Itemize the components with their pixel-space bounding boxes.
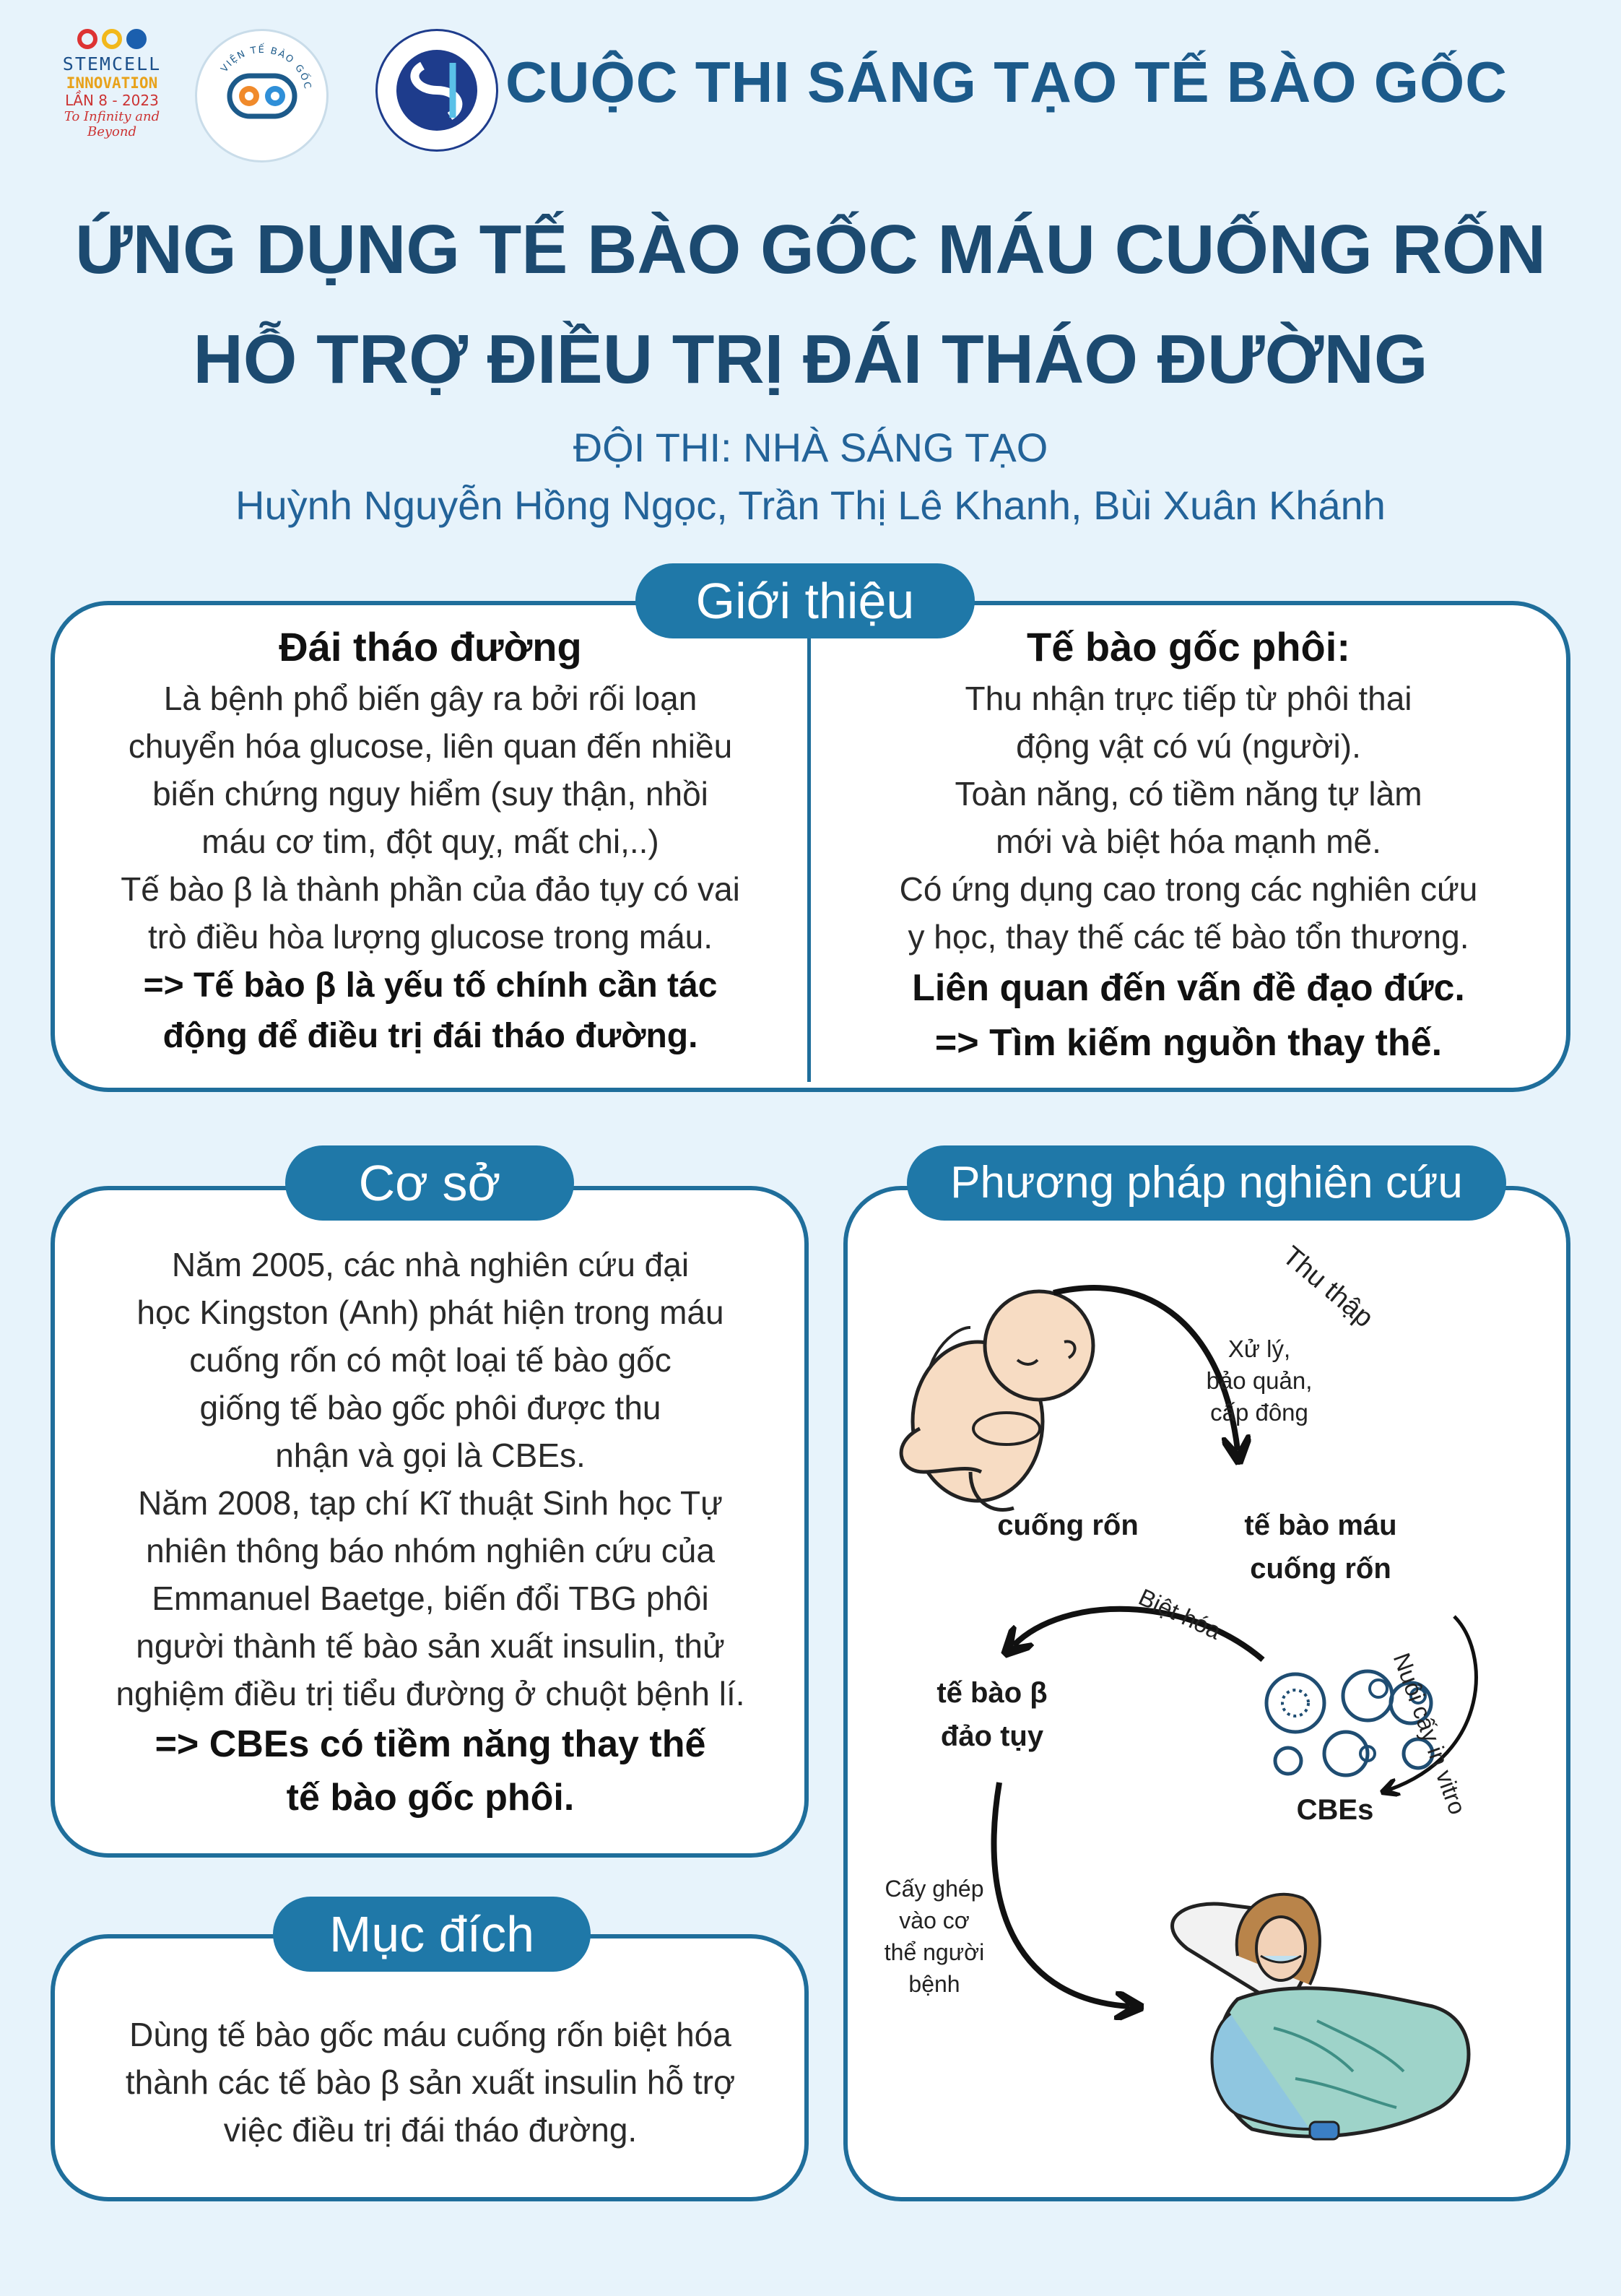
basis-line: nhận và gọi là CBEs. [275,1437,586,1474]
culture-label: Nuôi cấy in vitro [1388,1649,1472,1819]
intro-right-line: y học, thay thế các tế bào tổn thương. [908,918,1469,956]
diabetes-heading: Đái tháo đường [279,624,582,670]
processing-label [1180,1333,1339,1429]
processing-line: cấp đông [1210,1399,1308,1426]
method-section-label: Phương pháp nghiên cứu [907,1145,1506,1221]
intro-left-line: Là bệnh phổ biến gây ra bởi rối loạn [163,680,697,717]
purpose-line: Dùng tế bào gốc máu cuống rốn biệt hóa [129,2016,731,2053]
purpose-card [51,1934,809,2201]
intro-right-column [820,620,1557,1070]
intro-right-line: động vật có vú (người). [1016,727,1361,765]
intro-left-line: Tế bào β là thành phần của đảo tụy có vai [121,870,740,908]
intro-left-line: máu cơ tim, đột quỵ, mất chi,..) [201,823,659,860]
basis-line: giống tế bào gốc phôi được thu [199,1389,661,1426]
institute-emblem-icon [197,31,326,160]
fetus-icon [901,1291,1093,1510]
intro-left-conclusion: => Tế bào β là yếu tố chính cần tác [143,966,718,1005]
esc-heading: Tế bào gốc phôi: [1027,624,1350,670]
team-label: ĐỘI THI: NHÀ SÁNG TẠO [573,425,1048,470]
purpose-line: việc điều trị đái tháo đường. [223,2111,638,2149]
basis-conclusion: tế bào gốc phôi. [286,1777,575,1819]
patient-in-bed-icon [1173,1894,1469,2139]
basis-card [51,1186,809,1858]
institute-name-text: VIỆN TẾ BÀO GỐC [219,44,313,92]
transplant-arrow [994,1782,1130,2006]
intro-left-line: chuyển hóa glucose, liên quan đến nhiều [128,727,733,765]
team-info [29,419,1592,534]
basis-line: học Kingston (Anh) phát hiện trong máu [136,1294,724,1331]
intro-right-line: Toàn năng, có tiềm năng tự làm [955,775,1422,813]
method-card [843,1186,1570,2201]
basis-line: Emmanuel Baetge, biến đổi TBG phôi [152,1580,709,1617]
intro-left-column [62,620,799,1062]
intro-divider [807,620,811,1082]
processing-line: Xử lý, [1227,1335,1291,1362]
ring-icon [77,29,97,49]
team-members: Huỳnh Nguyễn Hồng Ngọc, Trần Thị Lê Khanh, Bùi Xuân Khánh [235,482,1386,528]
logo-innovation-text: INNOVATION [66,74,158,92]
intro-section-label: Giới thiệu [635,563,975,638]
transplant-line: thể người [884,1939,985,1965]
collect-label: Thu thập [1277,1240,1379,1334]
stem-cell-institute-logo [195,29,329,163]
intro-left-conclusion: động để điều trị đái tháo đường. [162,1017,698,1055]
node-line: cuống rốn [1250,1553,1391,1585]
intro-right-conclusion: => Tìm kiếm nguồn thay thế. [934,1022,1443,1064]
stemcell-innovation-logo [43,29,181,144]
intro-right-line: mới và biệt hóa mạnh mẽ. [996,823,1381,860]
beta-cells-node [905,1671,1079,1758]
purpose-line: thành các tế bào β sản xuất insulin hỗ trợ [125,2063,736,2101]
intro-right-line: Có ứng dụng cao trong các nghiên cứu [899,870,1478,908]
basis-conclusion: => CBEs có tiềm năng thay thế [155,1723,706,1765]
intro-left-line: trò điều hòa lượng glucose trong máu. [147,918,713,956]
basis-content [69,1241,791,1824]
basis-section-label: Cơ sở [285,1145,574,1221]
node-line: đảo tụy [940,1720,1044,1752]
logo-stemcell-text: STEMCELL [62,53,162,74]
intro-right-line: Thu nhận trực tiếp từ phôi thai [965,680,1412,717]
intro-card [51,601,1570,1092]
basis-line: nghiệm điều trị tiểu đường ở chuột bệnh lí. [116,1675,745,1712]
sk-emblem-icon [378,31,496,150]
basis-line: người thành tế bào sản xuất insulin, thử [136,1627,725,1665]
processing-line: bảo quản, [1206,1367,1313,1394]
intro-right-conclusion: Liên quan đến vấn đề đạo đức. [912,967,1465,1009]
umbilical-cord-node: cuống rốn [997,1509,1139,1541]
cord-blood-cells-node [1201,1504,1440,1590]
title-line-2: HỖ TRỢ ĐIỀU TRỊ ĐÁI THÁO ĐƯỜNG [193,321,1428,398]
basis-line: Năm 2008, tạp chí Kĩ thuật Sinh học Tự [138,1484,723,1522]
intro-left-line: biến chứng nguy hiểm (suy thận, nhồi [152,775,708,813]
purpose-content [69,2011,791,2154]
basis-line: cuống rốn có một loại tế bào gốc [189,1341,672,1379]
transplant-line: bệnh [908,1971,960,1997]
logo-rings [43,29,181,49]
differentiation-label: Biệt hóa [1134,1583,1225,1645]
ring-icon [126,29,147,49]
ring-icon [102,29,122,49]
title-line-1: ỨNG DỤNG TẾ BÀO GỐC MÁU CUỐNG RỐN [75,211,1546,288]
poster-title [29,195,1592,415]
purpose-section-label: Mục đích [273,1897,591,1972]
research-lab-logo [375,29,498,152]
node-line: tế bào β [936,1677,1048,1709]
node-line: tế bào máu [1244,1509,1397,1541]
cbes-node: CBEs [1296,1794,1374,1826]
basis-line: Năm 2005, các nhà nghiên cứu đại [171,1246,690,1283]
basis-line: nhiên thông báo nhóm nghiên cứu của [146,1532,715,1569]
transplant-line: vào cơ [899,1907,970,1933]
transplant-label [862,1873,1007,2000]
contest-title: CUỘC THI SÁNG TẠO TẾ BÀO GỐC [505,50,1508,114]
transplant-line: Cấy ghép [885,1876,984,1902]
logo-motto-text: To Infinity and Beyond [64,109,160,139]
logo-edition-text: LẦN 8 - 2023 [65,92,159,109]
